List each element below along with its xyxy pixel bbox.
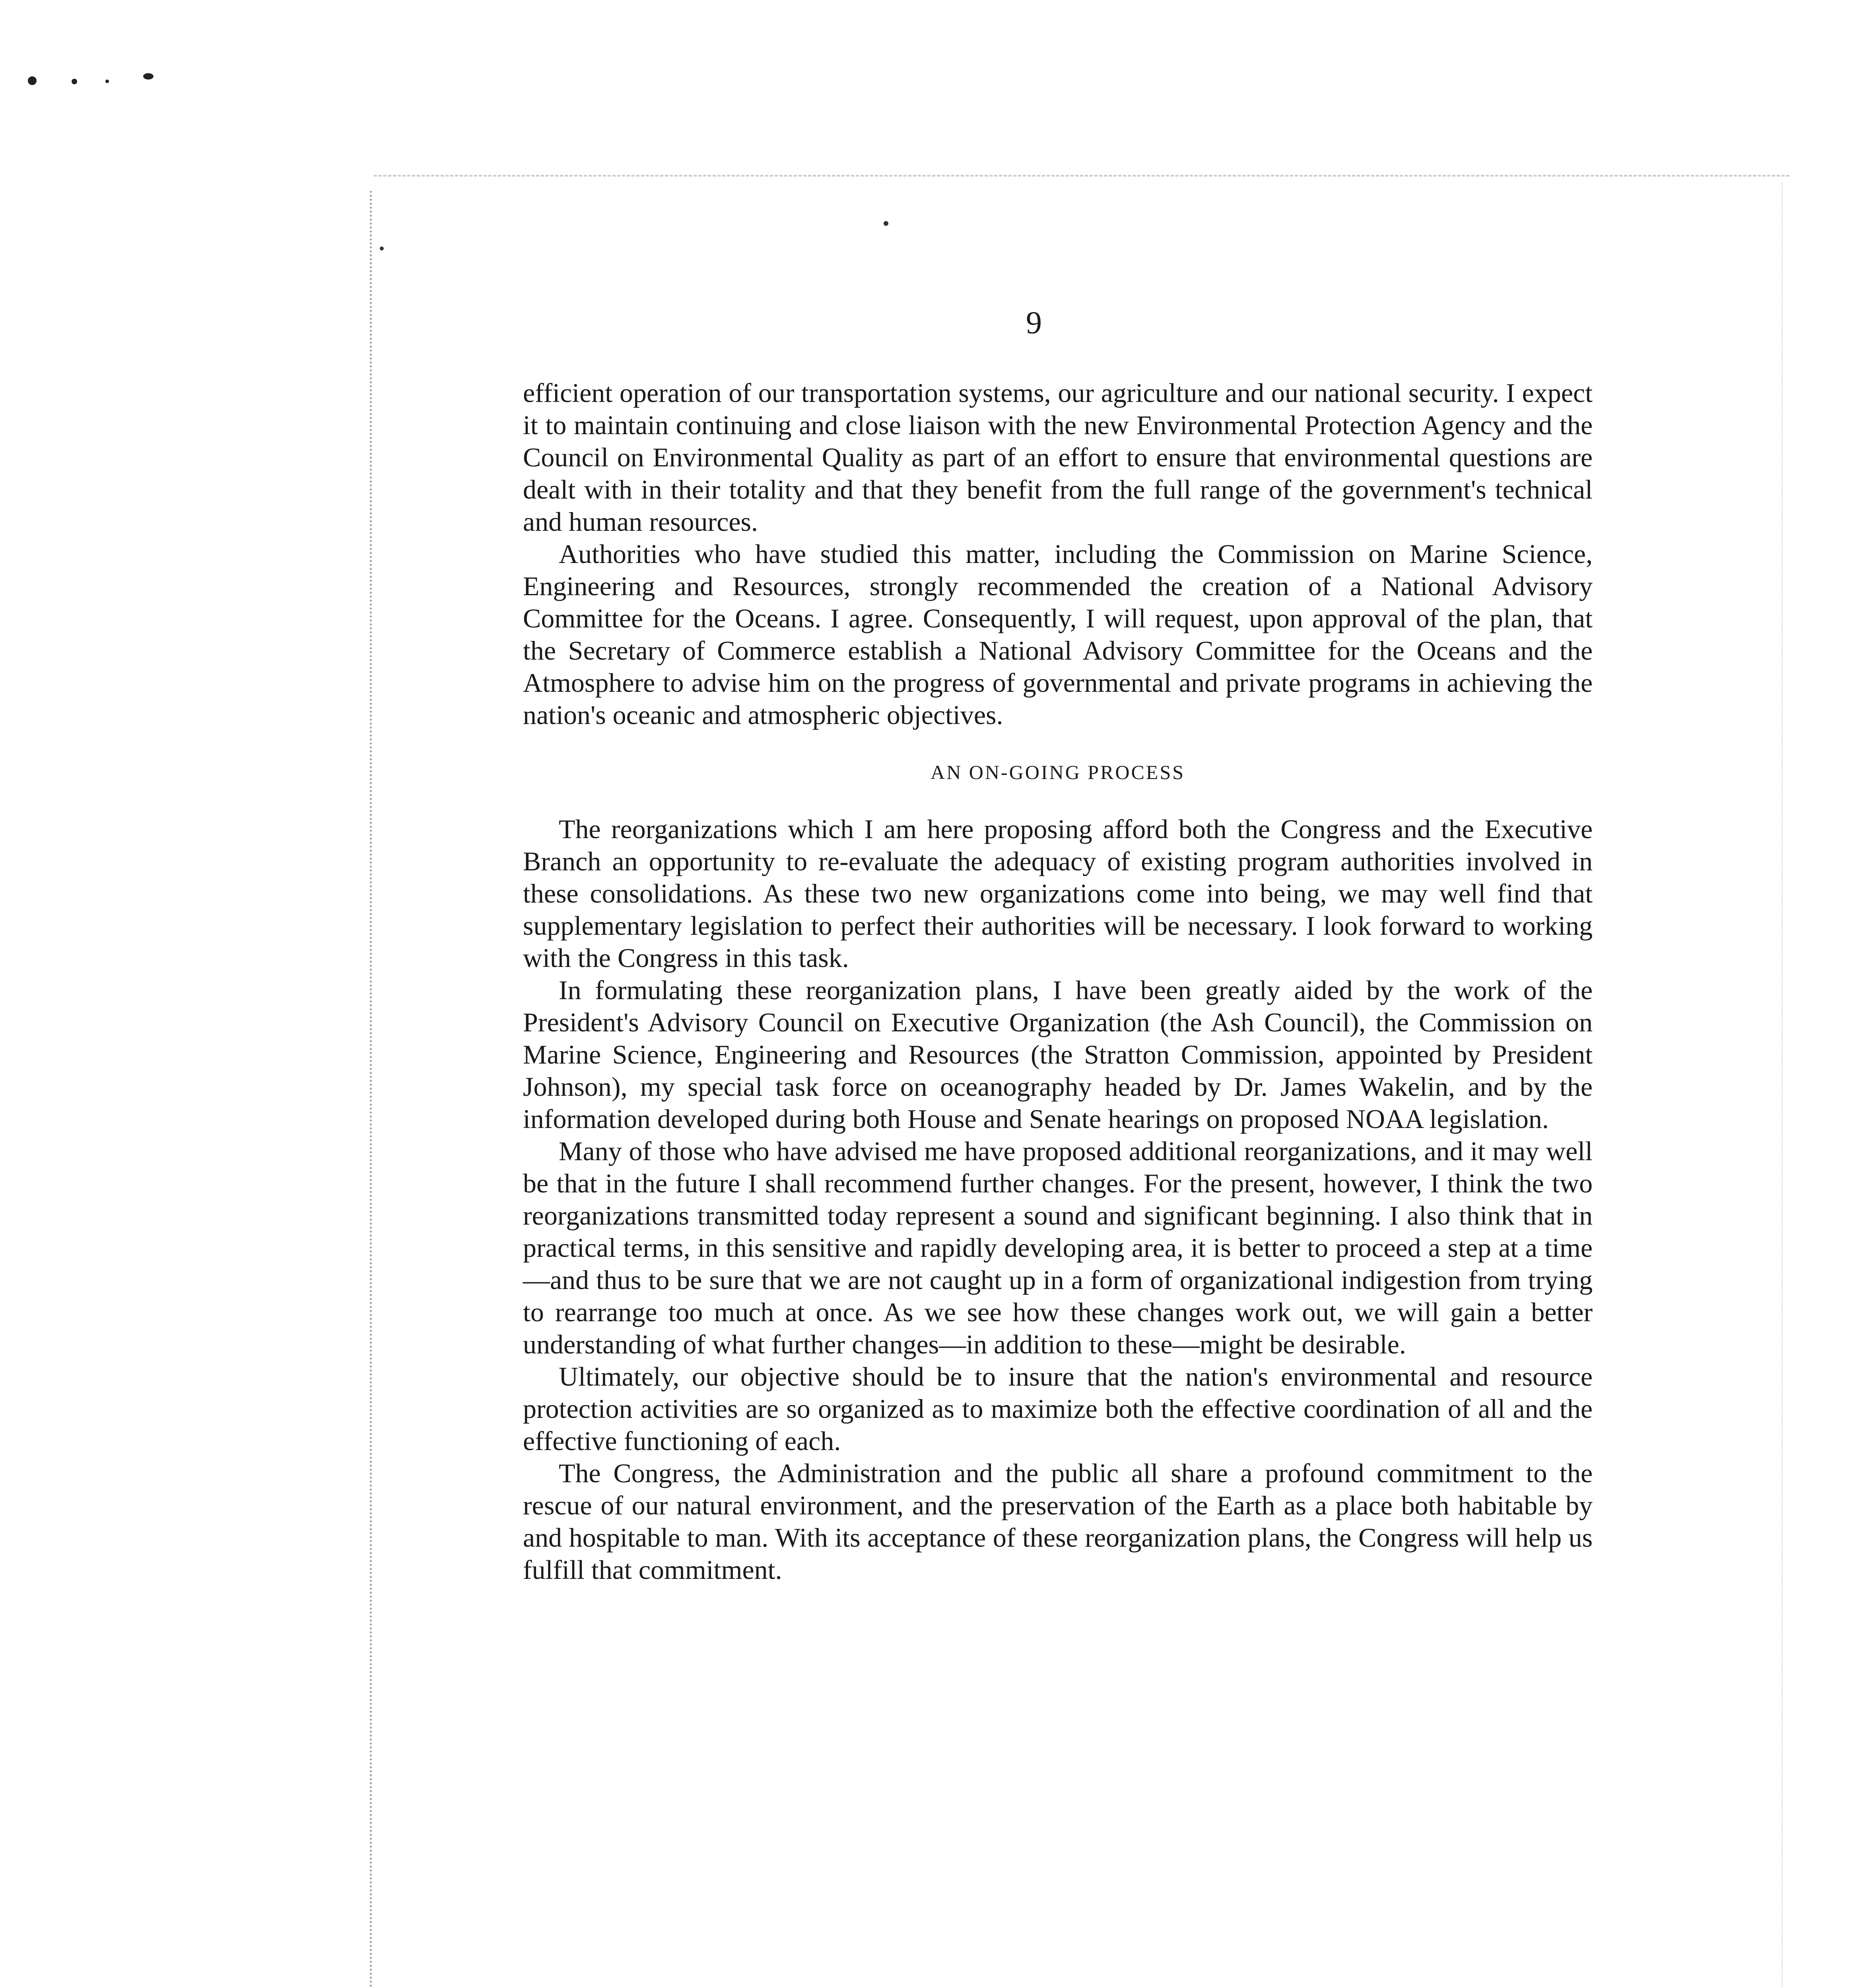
scan-dot bbox=[28, 76, 37, 85]
body-text bbox=[523, 377, 1593, 1586]
paragraph: The reorganizations which I am here proposing afford both the Congress and the Executive Branch an opportunity to re-evaluate the adequacy of existing program authorities involved in these consolidations. As these two new organizations come into being, we may well find that supplementary legislation to perfect their authorities will be necessary. I look forward to working with the Congress in this task. bbox=[523, 814, 1593, 973]
scan-dot bbox=[72, 79, 77, 84]
paragraph: efficient operation of our transportation systems, our agriculture and our national security. I expect it to maintain continuing and close liaison with the new Environmental Protection Agency and the Council on Environmental Quality as part of an effort to ensure that environmental questions are dealt with in their totality and that they benefit from the full range of the government's technical and human resources. bbox=[523, 378, 1593, 537]
paragraph: Authorities who have studied this matter, including the Commission on Marine Science, Engineering and Resources, strongly recommended the creation of a National Advisory Committee for the Oceans. I agree. Consequently, I will request, upon approval of the plan, that the Secretary of Commerce establish a National Advisory Committee for the Oceans and the Atmosphere to advise him on the progress of governmental and private programs in achieving the nation's oceanic and atmospheric objectives. bbox=[523, 539, 1593, 730]
sheet-edge-left bbox=[370, 191, 372, 1988]
sheet-edge-top bbox=[374, 175, 1789, 177]
scan-dot bbox=[143, 73, 153, 80]
scan-speck bbox=[884, 221, 888, 226]
paragraph: The Congress, the Administration and the public all share a profound commitment to the rescue of our natural environment, and the preservation of the Earth as a place both habitable by and hospitable to man. With its acceptance of these reorganization plans, the Congress will help us fulfill that commitment. bbox=[523, 1458, 1593, 1585]
paragraph: Ultimately, our objective should be to insure that the nation's environmental and resource protection activities are so organized as to maximize both the effective coordination of all and the effective functioning of each. bbox=[523, 1361, 1593, 1456]
scan-speck bbox=[380, 247, 384, 250]
scan-artifact-dots bbox=[28, 68, 171, 91]
paragraph: In formulating these reorganization plans, I have been greatly aided by the work of the President's Advisory Council on Executive Organization (the Ash Council), the Commission on Marine Science, Engineering and Resources (the Stratton Commission, appointed by President Johnson), my special task force on oceanography headed by Dr. James Wakelin, and by the information developed during both House and Senate hearings on proposed NOAA legislation. bbox=[523, 975, 1593, 1134]
scan-dot bbox=[105, 80, 109, 83]
page-number: 9 bbox=[1026, 305, 1042, 340]
sheet-edge-right bbox=[1782, 183, 1783, 1988]
paragraph: Many of those who have advised me have proposed additional reorganizations, and it may well be that in the future I shall recommend further changes. For the present, however, I think the two reorganizations transmitted today represent a sound and significant beginning. I also think that in practical terms, in this sensitive and rapidly developing area, it is better to proceed a step at a time—and thus to be sure that we are not caught up in a form of organizational indigestion from trying to rearrange too much at once. As we see how these changes work out, we will gain a better understanding of what further changes—in addition to these—might be desirable. bbox=[523, 1136, 1593, 1359]
section-heading: AN ON-GOING PROCESS bbox=[931, 761, 1185, 783]
